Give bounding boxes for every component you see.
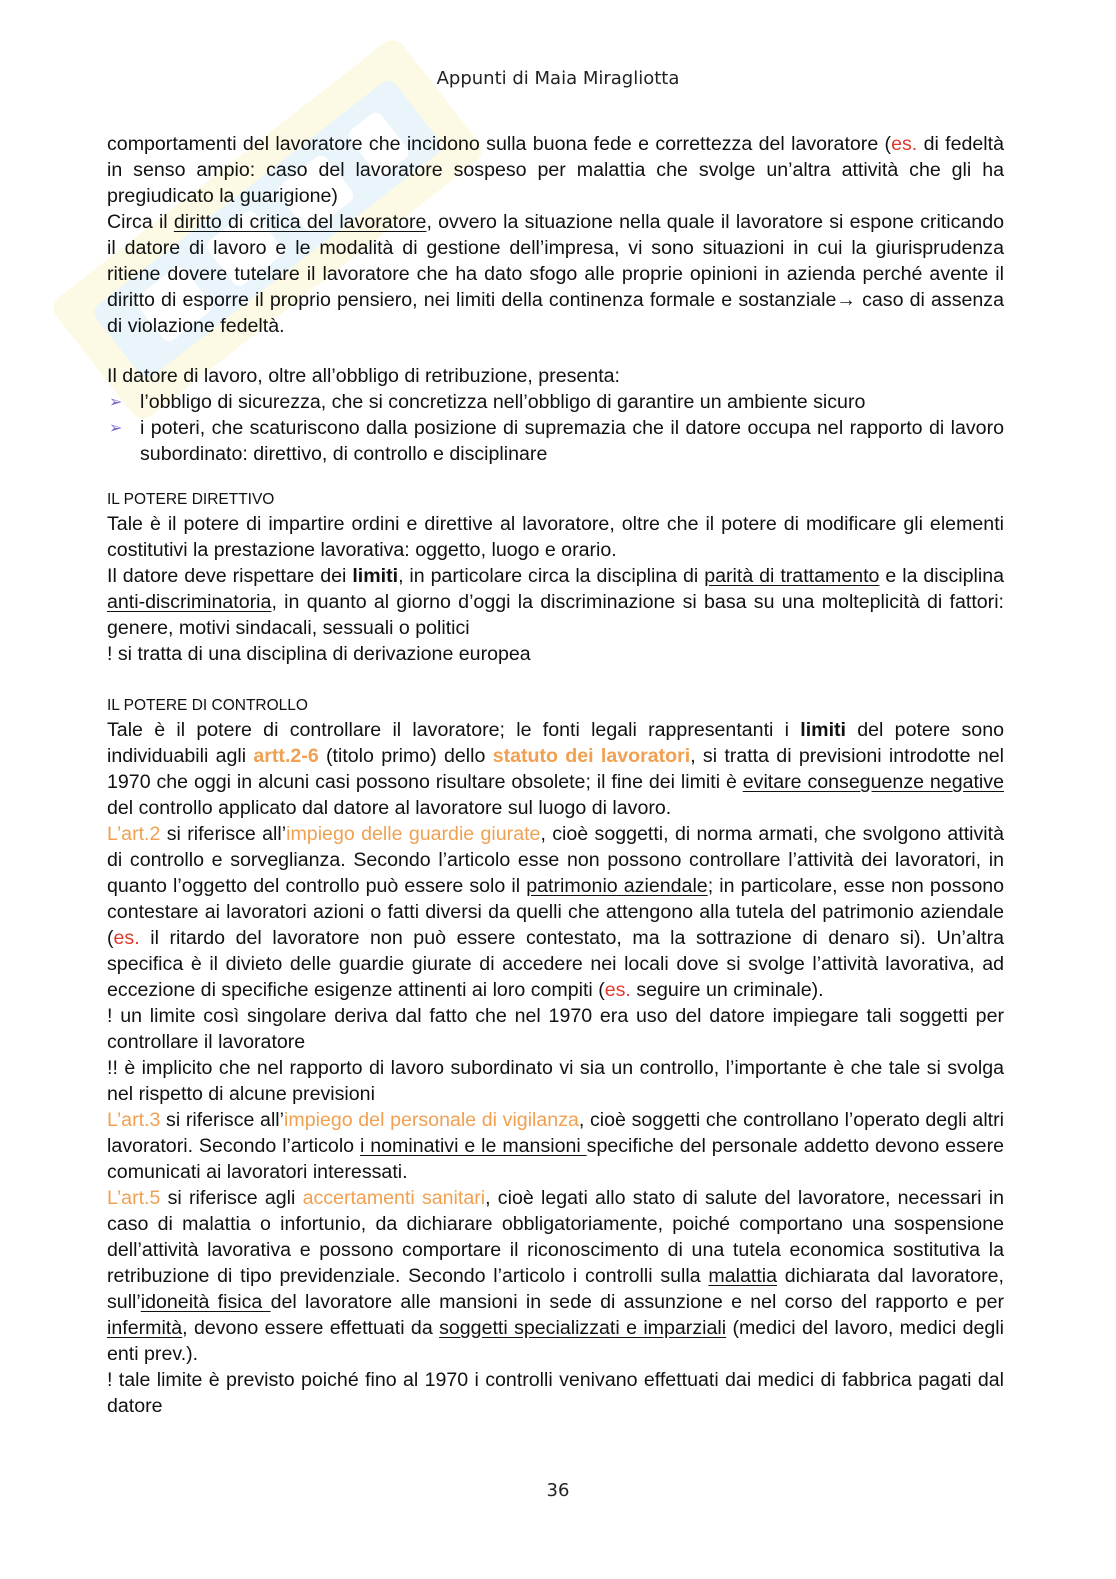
note-derivazione-europea: ! si tratta di una disciplina di derivazione europea [107,643,531,665]
example-marker: es. [891,133,918,155]
arrow-bullet-icon: ➢ [109,394,123,411]
paragraph-controllo-def: Tale è il potere di controllare il lavoratore; le fonti legali rappresentanti i limiti del potere sono individuabili agli artt.2-6 (titolo primo) dello statuto dei lavoratori, si tratta di previsioni introdotte nel 1970 che oggi in alcuni casi possono risultare obsolete; il fine dei limiti è evitare conseguenze negative del controllo applicato dal datore al lavoratore sul luogo di lavoro. [107,719,1005,819]
arrow-icon: → [836,289,856,311]
page-header: Appunti di Maia Miragliotta [436,68,680,89]
arrow-bullet-icon: ➢ [109,420,123,437]
note-controllo-implicito: !! è implicito che nel rapporto di lavoro subordinato vi sia un controllo, l’importante è che tale si svolga nel rispetto di alcune previsioni [107,1057,1004,1105]
underlined-term: diritto di critica del lavoratore [173,211,427,233]
article-label: L’art.2 [107,823,161,845]
article-label: L’art.3 [107,1109,161,1131]
page-number: 36 [546,1480,570,1501]
paragraph-fedelta: comportamenti del lavoratore che incidono sulla buona fede e correttezza del lavoratore (es. di fedeltà in senso ampio: caso del lavoratore sospeso per malattia che svolge un’altra attività che gli ha pregiudicato la guarigione) [107,133,1004,207]
note-guardie-giurate: ! un limite così singolare deriva dal fatto che nel 1970 era uso del datore impiegare tali soggetti per controllare il lavoratore [107,1005,1004,1053]
section-heading-controllo: IL POTERE DI CONTROLLO [107,697,308,714]
paragraph-obblighi-datore: Il datore di lavoro, oltre all’obbligo di retribuzione, presenta: [107,365,620,387]
page-content [107,131,1004,1419]
list-item: ➢ i poteri, che scaturiscono dalla posizione di supremazia che il datore occupa nel rapporto di lavoro subordinato: direttivo, di controllo e disciplinare [109,417,1004,465]
paragraph-art5: L’art.5 si riferisce agli accertamenti sanitari, cioè legati allo stato di salute del lavoratore, necessari in caso di malattia o infortunio, da dichiarare obbligatoriamente, poiché comportano una sospensione dell’attività lavorativa e possono comportare il riconoscimento di una tutela economica sostitutiva la retribuzione di tipo previdenziale. Secondo l’articolo i controlli sulla malattia dichiarata dal lavoratore, sull’idoneità fisica del lavoratore alle mansioni in sede di assunzione e nel corso del rapporto e per infermità, devono essere effettuati da soggetti specializzati e imparziali (medici del lavoro, medici degli enti prev.). [107,1187,1005,1365]
paragraph-art2: L’art.2 si riferisce all’impiego delle guardie giurate, cioè soggetti, di norma armati, che svolgono attività di controllo e sorveglianza. Secondo l’articolo esse non possono controllare l’attività dei lavoratori, in quanto l’oggetto del controllo può essere solo il patrimonio aziendale; in particolare, esse non possono contestare ai lavoratori azioni o fatti diversi da quelli che attengono alla tutela del patrimonio aziendale (es. il ritardo del lavoratore non può essere contestato, ma la sottrazione di denaro si). Un’altra specifica è il divieto delle guardie giurate di accedere nei locali dove si svolge l’attività lavorativa, ad eccezione di specifiche esigenze attinenti ai loro compiti (es. seguire un criminale). [107,823,1005,1001]
list-item: ➢ l’obbligo di sicurezza, che si concretizza nell’obbligo di garantire un ambiente sicuro [107,389,1004,415]
paragraph-direttivo-limiti: Il datore deve rispettare dei limiti, in particolare circa la disciplina di parità di trattamento e la disciplina anti-discriminatoria, in quanto al giorno d’oggi la discriminazione si basa su una molteplicità di fattori: genere, motivi sindacali, sessuali o politici [107,565,1004,639]
paragraph-diritto-critica: Circa il diritto di critica del lavoratore, ovvero la situazione nella quale il lavoratore si espone criticando il datore di lavoro e le modalità di gestione dell’impresa, vi sono situazioni in cui la giurisprudenza ritiene dovere tutelare il lavoratore che ha dato sfogo alle proprie opinioni in azienda perché avente il diritto di esporre il proprio pensiero, nei limiti della continenza formale e sostanziale→ caso di assenza di violazione fedeltà. [107,211,1004,337]
paragraph-art3: L’art.3 si riferisce all’impiego del personale di vigilanza, cioè soggetti che controllano l’operato degli altri lavoratori. Secondo l’articolo i nominativi e le mansioni specifiche del personale addetto devono essere comunicati ai lavoratori interessati. [107,1109,1004,1183]
article-label: L’art.5 [107,1187,161,1209]
paragraph-direttivo-def: Tale è il potere di impartire ordini e direttive al lavoratore, oltre che il potere di modificare gli elementi costitutivi la prestazione lavorativa: oggetto, luogo e orario. [107,513,1004,561]
bullet-list [107,389,1004,467]
section-heading-direttivo: IL POTERE DIRETTIVO [107,491,275,508]
note-medici-fabbrica: ! tale limite è previsto poiché fino al 1970 i controlli venivano effettuati dai medici di fabbrica pagati dal datore [107,1369,1004,1417]
